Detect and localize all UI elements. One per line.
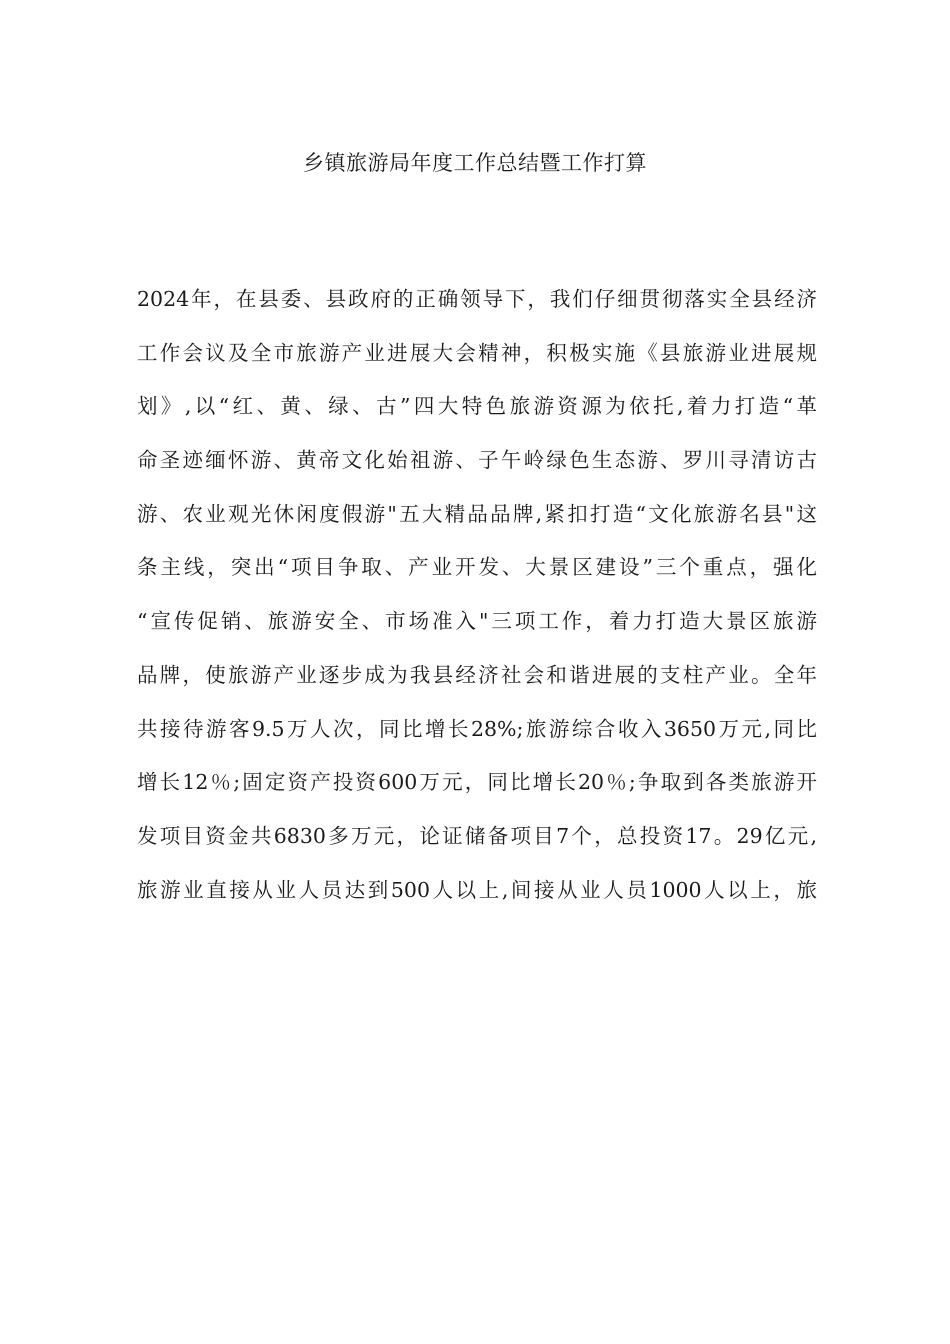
body-line: 发项目资金共6830多万元，论证储备项目7个，总投资17。29亿元, <box>137 823 817 848</box>
body-line: 品牌，使旅游产业逐步成为我县经济社会和谐进展的支柱产业。全年 <box>137 662 817 687</box>
body-line: 2024年，在县委、县政府的正确领导下，我们仔细贯彻落实全县经济 <box>137 287 817 311</box>
document-body <box>137 284 817 928</box>
body-line: 游、农业观光休闲度假游"五大精品品牌,紧扣打造“文化旅游名县"这 <box>137 501 817 526</box>
body-line: 旅游业直接从业人员达到500人以上,间接从业人员1000人以上，旅 <box>137 877 817 902</box>
body-line: “宣传促销、旅游安全、市场准入"三项工作，着力打造大景区旅游 <box>137 609 817 634</box>
body-line: 条主线，突出“项目争取、产业开发、大景区建设”三个重点，强化 <box>137 555 817 580</box>
body-line: 工作会议及全市旅游产业进展大会精神，积极实施《县旅游业进展规 <box>137 340 817 365</box>
document-title: 乡镇旅游局年度工作总结暨工作打算 <box>303 151 647 175</box>
body-line: 增长12％;固定资产投资600万元，同比增长20％;争取到各类旅游开 <box>137 770 817 795</box>
body-line: 划》,以“红、黄、绿、古”四大特色旅游资源为依托,着力打造“革 <box>137 394 817 419</box>
body-line: 命圣迹缅怀游、黄帝文化始祖游、子午岭绿色生态游、罗川寻清访古 <box>137 448 817 473</box>
body-line: 共接待游客9.5万人次，同比增长28%;旅游综合收入3650万元,同比 <box>137 716 817 741</box>
